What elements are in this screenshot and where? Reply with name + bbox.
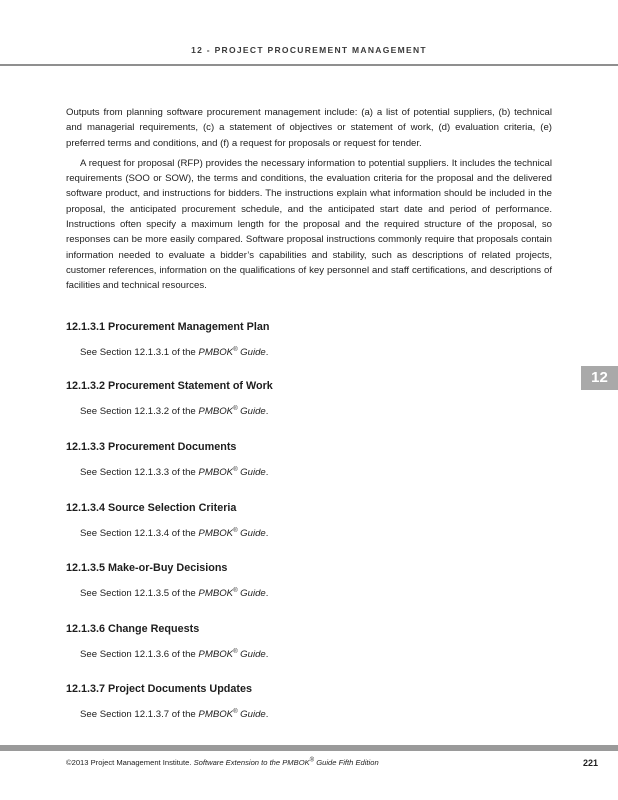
book-title-suffix: Guide Fifth Edition	[314, 758, 379, 767]
guide-suffix: Guide	[237, 347, 266, 358]
period: .	[265, 709, 269, 720]
registered-mark: ®	[233, 346, 238, 353]
registered-mark: ®	[309, 757, 315, 764]
registered-mark: ®	[233, 405, 238, 412]
guide-title	[198, 709, 265, 720]
book-title	[194, 758, 379, 767]
reference-text: See Section 12.1.3.3 of the	[80, 467, 199, 478]
guide-name: PMBOK	[198, 347, 234, 358]
registered-mark: ®	[233, 466, 238, 473]
guide-suffix: Guide	[237, 588, 266, 599]
header-divider	[0, 64, 618, 66]
section-reference	[80, 707, 550, 722]
body-text	[66, 105, 552, 294]
book-title-prefix: Software Extension to the PMBOK	[193, 758, 310, 767]
guide-name: PMBOK	[198, 588, 234, 599]
guide-name: PMBOK	[198, 528, 234, 539]
intro-paragraph: Outputs from planning software procurement management include: (a) a list of potential suppliers, (b) technical and managerial requirements, (c) a statement of objectives or statement of work, (d) evaluation criteria, (e) preferred terms and conditions, and (f) a request for proposals or request for tender.	[66, 107, 552, 149]
registered-mark: ®	[233, 708, 238, 715]
footer-divider	[0, 745, 618, 751]
guide-name: PMBOK	[198, 649, 234, 660]
guide-name: PMBOK	[198, 709, 234, 720]
section-heading: 12.1.3.5 Make-or-Buy Decisions	[66, 562, 228, 574]
period: .	[265, 588, 269, 599]
registered-mark: ®	[233, 587, 238, 594]
guide-name: PMBOK	[198, 406, 234, 417]
guide-name: PMBOK	[198, 467, 234, 478]
section-reference	[80, 404, 550, 419]
chapter-tab: 12	[581, 366, 618, 390]
reference-text: See Section 12.1.3.5 of the	[80, 588, 199, 599]
period: .	[265, 406, 269, 417]
registered-mark: ®	[233, 527, 238, 534]
guide-title	[198, 588, 265, 599]
period: .	[265, 347, 269, 358]
period: .	[265, 528, 269, 539]
section-reference	[80, 526, 550, 541]
copyright-text: ©2013 Project Management Institute.	[66, 758, 194, 767]
section-reference	[80, 586, 550, 601]
section-heading: 12.1.3.4 Source Selection Criteria	[66, 502, 237, 514]
guide-suffix: Guide	[237, 709, 266, 720]
guide-title	[198, 649, 265, 660]
section-heading: 12.1.3.7 Project Documents Updates	[66, 683, 253, 695]
guide-suffix: Guide	[237, 467, 266, 478]
section-reference	[80, 647, 550, 662]
period: .	[265, 467, 269, 478]
rfp-paragraph: A request for proposal (RFP) provides the necessary information to potential suppliers. It includes the technical requirements (SOO or SOW), the terms and conditions, the evaluation criteria for the proposal and the delivered software product, and instructions for bidders. The instructions explain what information should be included in the proposal, the anticipated procurement schedule, and the anticipated start date and period of performance. Instructions often specify a maximum length for the proposal and the required structure of the proposal, so responses can be more easily compared. Software proposal instructions commonly require that proposals contain information needed to evaluate a bidder’s capabilities and stability, such as descriptions of related projects, customer references, information on the qualifications of key personnel and staff certifications, and descriptions of facilities and technical resources.	[66, 157, 552, 292]
guide-title	[198, 467, 265, 478]
registered-mark: ®	[233, 648, 238, 655]
reference-text: See Section 12.1.3.6 of the	[80, 649, 199, 660]
reference-text: See Section 12.1.3.4 of the	[80, 528, 199, 539]
section-heading: 12.1.3.3 Procurement Documents	[66, 441, 237, 453]
reference-text: See Section 12.1.3.1 of the	[80, 347, 199, 358]
section-heading: 12.1.3.1 Procurement Management Plan	[66, 321, 270, 333]
guide-title	[198, 406, 265, 417]
guide-suffix: Guide	[237, 406, 266, 417]
reference-text: See Section 12.1.3.2 of the	[80, 406, 199, 417]
section-heading: 12.1.3.6 Change Requests	[66, 623, 200, 635]
guide-title	[198, 347, 265, 358]
section-reference	[80, 345, 550, 360]
footer-line	[66, 756, 552, 770]
running-header: 12 - PROJECT PROCUREMENT MANAGEMENT	[191, 45, 427, 55]
period: .	[265, 649, 269, 660]
section-heading: 12.1.3.2 Procurement Statement of Work	[66, 380, 273, 392]
guide-suffix: Guide	[237, 649, 266, 660]
guide-title	[198, 528, 265, 539]
section-reference	[80, 465, 550, 480]
reference-text: See Section 12.1.3.7 of the	[80, 709, 199, 720]
page-number: 221	[582, 758, 598, 768]
guide-suffix: Guide	[237, 528, 266, 539]
